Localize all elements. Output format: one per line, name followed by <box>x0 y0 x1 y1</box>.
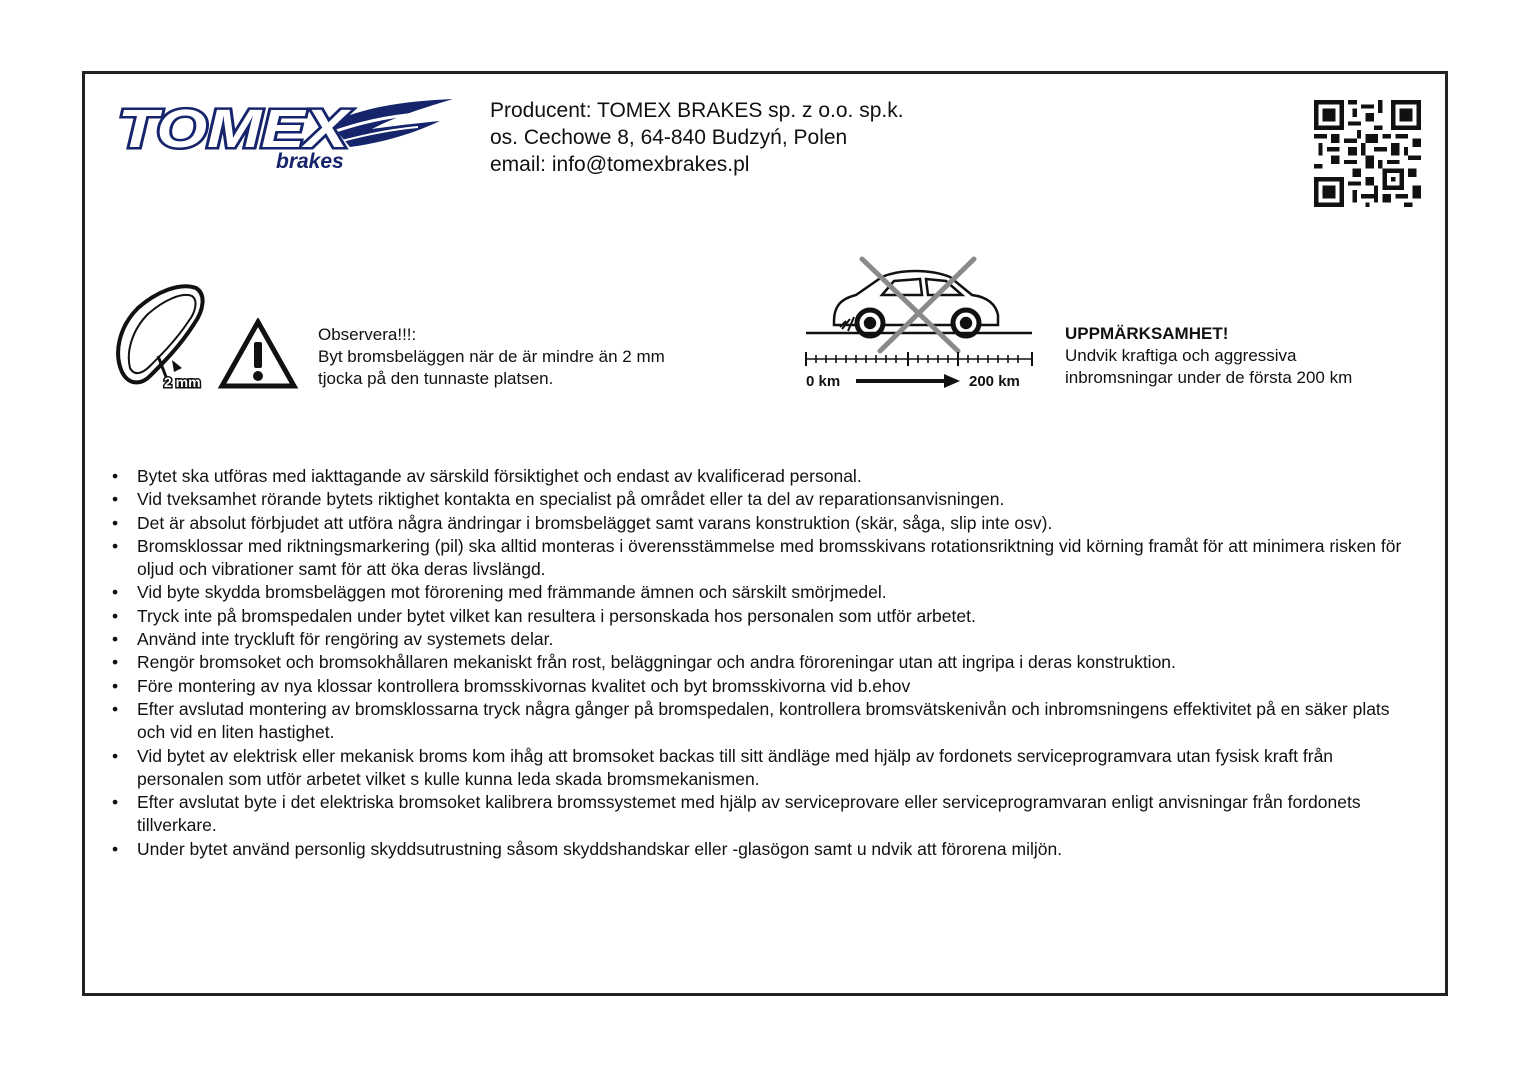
producer-name: Producent: TOMEX BRAKES sp. z o.o. sp.k. <box>490 99 904 122</box>
bedding-warning-line2: inbromsningar under de första 200 km <box>1065 368 1353 387</box>
instruction-item: • Vid tveksamhet rörande bytets riktighet kontakta en specialist på området eller ta del av reparationsanvisningen. <box>110 488 1420 511</box>
instruction-item: • Före montering av nya klossar kontrollera bromsskivornas kvalitet och byt bromsskivorna vid b.ehov <box>110 675 1420 698</box>
instruction-item: • Använd inte tryckluft för rengöring av systemets delar. <box>110 628 1420 651</box>
qr-code-icon <box>1314 100 1421 207</box>
distance-end-label: 200 km <box>969 373 1020 390</box>
logo-subtitle: brakes <box>276 150 344 173</box>
no-hard-braking-car-icon <box>800 255 1040 395</box>
bedding-warning-title: UPPMÄRKSAMHET! <box>1065 324 1229 343</box>
tomex-brakes-logo <box>110 95 455 175</box>
instruction-list <box>110 465 1420 861</box>
instruction-item: • Det är absolut förbjudet att utföra några ändringar i bromsbelägget samt varans konstruktion (skär, såga, slip inte osv). <box>110 512 1420 535</box>
brake-pad-wear-icon <box>112 284 212 392</box>
instruction-item: • Bromsklossar med riktningsmarkering (pil) ska alltid monteras i överensstämmelse med bromsskivans rotationsriktning vid körning framåt för att minimera risken för oljud och vibrationer samt för att öka deras livslängd. <box>110 535 1420 582</box>
distance-arrow <box>856 374 960 388</box>
producer-info <box>490 97 904 178</box>
wear-warning <box>318 324 665 390</box>
distance-start-label: 0 km <box>806 373 841 390</box>
instruction-item: • Vid bytet av elektrisk eller mekanisk broms kom ihåg att bromsoket backas till sitt ändläge med hjälp av fordonets serviceprogramvara utan fysisk kraft från personalen som utför arbetet vilket s kulle kunna leda skada bromsmekanismen. <box>110 745 1420 792</box>
wear-warning-line2: tjocka på den tunnaste platsen. <box>318 369 554 388</box>
warning-triangle-icon <box>218 318 298 390</box>
producer-address: os. Cechowe 8, 64-840 Budzyń, Polen <box>490 126 848 149</box>
instruction-item: • Tryck inte på bromspedalen under bytet vilket kan resultera i personskada hos personalen som utför arbetet. <box>110 605 1420 628</box>
producer-email: email: info@tomexbrakes.pl <box>490 153 750 176</box>
car-drawing <box>806 271 1032 336</box>
instruction-item: • Efter avslutad montering av bromsklossarna tryck några gånger på bromspedalen, kontrollera bromsvätskenivån och inbromsningens effektivitet på en säker plats och vid en liten hastighet. <box>110 698 1420 745</box>
bedding-warning-line1: Undvik kraftiga och aggressiva <box>1065 346 1297 365</box>
wear-limit-label: 2 mm <box>164 374 201 390</box>
bedding-warning <box>1065 323 1352 389</box>
instruction-item: • Bytet ska utföras med iakttagande av särskild försiktighet och endast av kvalificerad personal. <box>110 465 1420 488</box>
distance-scale <box>806 352 1032 366</box>
logo-wordmark: TOMEX <box>118 99 352 159</box>
logo-wing <box>330 99 453 147</box>
instruction-item: • Under bytet använd personlig skyddsutrustning såsom skyddshandskar eller -glasögon samt u ndvik att förorena miljön. <box>110 838 1420 861</box>
instruction-item: • Efter avslutat byte i det elektriska bromsoket kalibrera bromssystemet med hjälp av serviceprovare eller serviceprogramvaran enligt anvisningar från fordonets tillverkare. <box>110 791 1420 838</box>
wear-warning-title: Observera!!!: <box>318 325 417 344</box>
instruction-item: • Rengör bromsoket och bromsokhållaren mekaniskt från rost, beläggningar och andra föroreningar utan att ingripa i deras konstruktion. <box>110 651 1420 674</box>
wear-warning-line1: Byt bromsbeläggen när de är mindre än 2 mm <box>318 347 665 366</box>
instruction-item: • Vid byte skydda bromsbeläggen mot förorening med främmande ämnen och särskilt smörjmedel. <box>110 581 1420 604</box>
